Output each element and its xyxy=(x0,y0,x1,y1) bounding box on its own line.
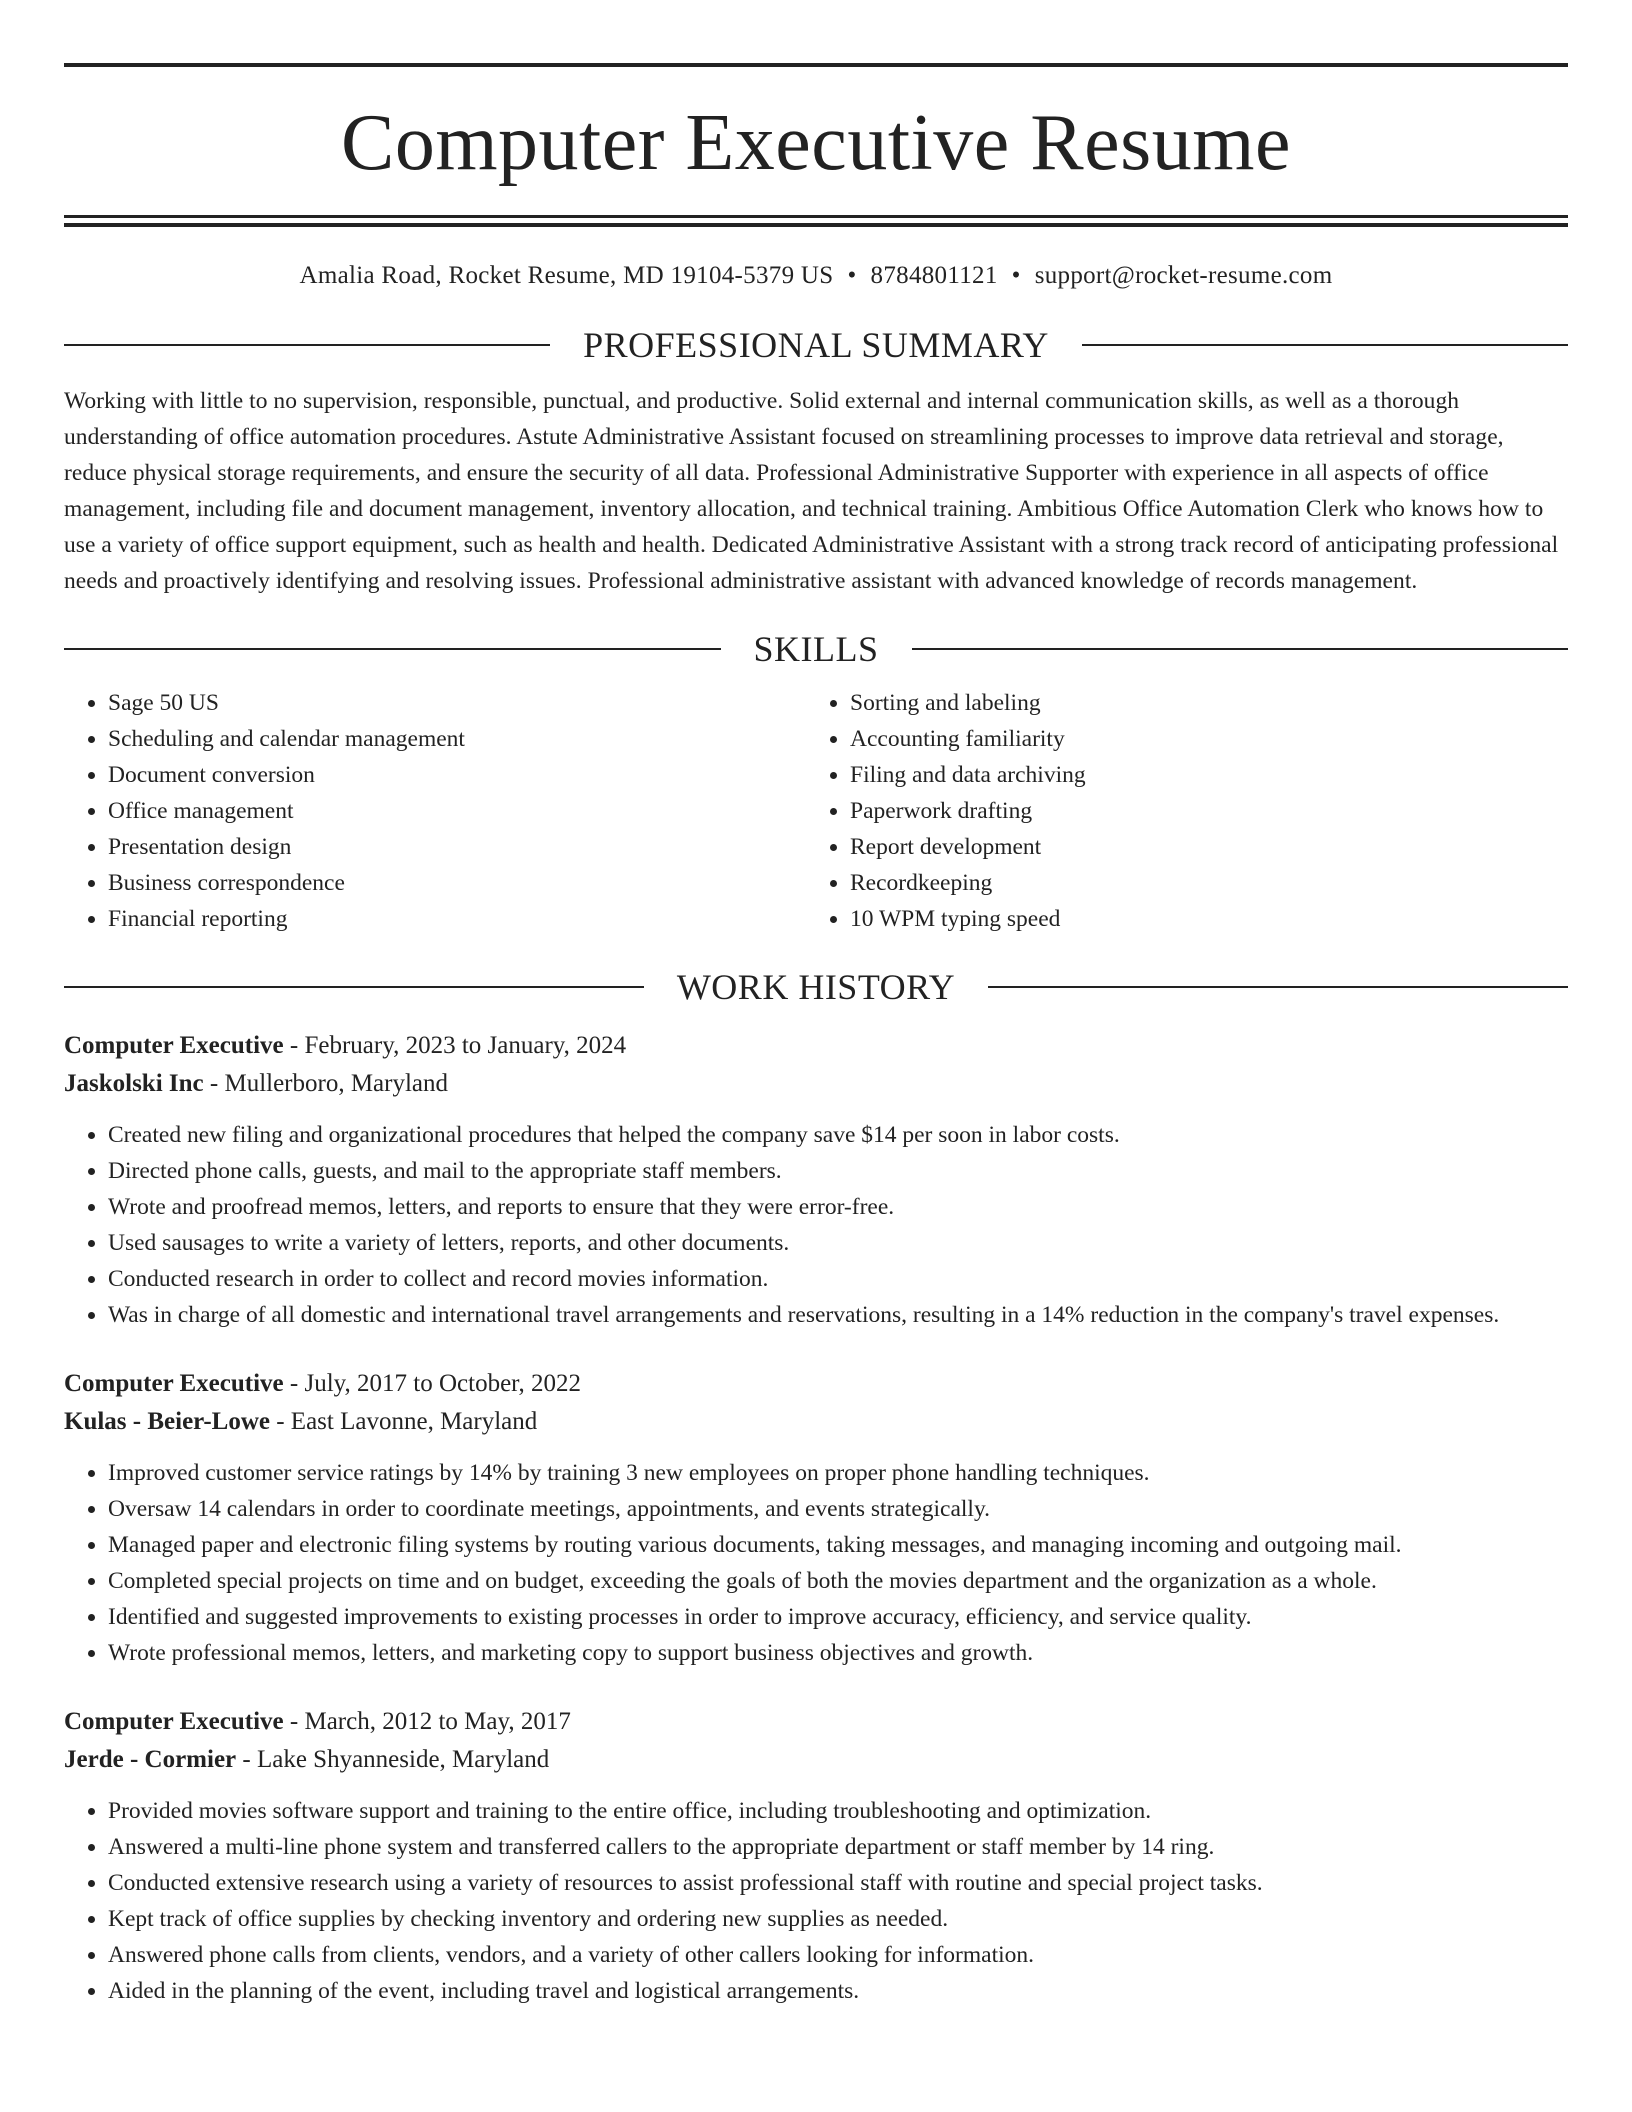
job-bullet: • Created new filing and organizational procedures that helped the company save $14 per soon in labor costs. xyxy=(108,1117,1568,1153)
resume-page xyxy=(64,0,1568,2009)
skill-item: • Recordkeeping xyxy=(850,865,1548,901)
job-bullet: • Provided movies software support and training to the entire office, including troubleshooting and optimization. xyxy=(108,1793,1568,1829)
skill-item: • Sorting and labeling xyxy=(850,685,1548,721)
job-bullet: • Used sausages to write a variety of letters, reports, and other documents. xyxy=(108,1225,1568,1261)
heading-rule-left xyxy=(64,986,644,988)
skill-item: • Report development xyxy=(850,829,1548,865)
skills-column-left xyxy=(64,685,806,937)
job-bullets xyxy=(64,1117,1568,1333)
job-location: - Mullerboro, Maryland xyxy=(203,1070,449,1097)
skills-column-right xyxy=(806,685,1548,937)
job-dates: - March, 2012 to May, 2017 xyxy=(283,1708,571,1735)
title-double-rule xyxy=(64,215,1568,227)
skill-item: • Scheduling and calendar management xyxy=(108,721,806,757)
job-title-line xyxy=(64,1703,1568,1741)
contact-separator: • xyxy=(847,262,857,289)
contact-email: support@rocket-resume.com xyxy=(1034,262,1333,289)
skill-item: • Office management xyxy=(108,793,806,829)
skills-heading: SKILLS xyxy=(753,629,879,669)
job-title: Computer Executive xyxy=(64,1708,284,1735)
job-location: - Lake Shyanneside, Maryland xyxy=(236,1746,550,1773)
job-bullet: • Aided in the planning of the event, including travel and logistical arrangements. xyxy=(108,1973,1568,2009)
resume-title: Computer Executive Resume xyxy=(340,99,1292,187)
top-rule xyxy=(64,63,1568,67)
heading-rule-left xyxy=(64,344,550,346)
contact-line xyxy=(64,261,1568,291)
skill-item: • Financial reporting xyxy=(108,901,806,937)
summary-heading: PROFESSIONAL SUMMARY xyxy=(583,325,1049,365)
skill-item: • Paperwork drafting xyxy=(850,793,1548,829)
job-company: Kulas - Beier-Lowe xyxy=(64,1408,270,1435)
skill-item: • 10 WPM typing speed xyxy=(850,901,1548,937)
job-company: Jaskolski Inc xyxy=(64,1070,204,1097)
heading-rule-right xyxy=(1082,344,1568,346)
work-heading-row xyxy=(64,967,1568,1007)
job-bullet: • Wrote and proofread memos, letters, and reports to ensure that they were error-free. xyxy=(108,1189,1568,1225)
work-heading: WORK HISTORY xyxy=(676,967,956,1007)
job-title: Computer Executive xyxy=(64,1370,284,1397)
job-title: Computer Executive xyxy=(64,1032,284,1059)
job-bullet: • Kept track of office supplies by checking inventory and ordering new supplies as needed. xyxy=(108,1901,1568,1937)
job-location: - East Lavonne, Maryland xyxy=(269,1408,538,1435)
skill-item: • Document conversion xyxy=(108,757,806,793)
job-bullet: • Identified and suggested improvements to existing processes in order to improve accuracy, efficiency, and service quality. xyxy=(108,1599,1568,1635)
skill-item: • Filing and data archiving xyxy=(850,757,1548,793)
job-bullet: • Improved customer service ratings by 14% by training 3 new employees on proper phone handling techniques. xyxy=(108,1455,1568,1491)
job-entry xyxy=(64,1027,1568,1333)
job-bullet: • Directed phone calls, guests, and mail to the appropriate staff members. xyxy=(108,1153,1568,1189)
job-bullet: • Conducted extensive research using a variety of resources to assist professional staff with routine and special project tasks. xyxy=(108,1865,1568,1901)
heading-rule-left xyxy=(64,648,721,650)
job-bullet: • Answered a multi-line phone system and transferred callers to the appropriate department or staff member by 14 ring. xyxy=(108,1829,1568,1865)
job-bullets xyxy=(64,1455,1568,1671)
job-bullets xyxy=(64,1793,1568,2009)
job-company-line xyxy=(64,1065,1568,1103)
job-title-line xyxy=(64,1365,1568,1403)
job-bullet: • Completed special projects on time and on budget, exceeding the goals of both the movies department and the organization as a whole. xyxy=(108,1563,1568,1599)
heading-rule-right xyxy=(988,986,1568,988)
skills-list xyxy=(64,685,1568,937)
job-dates: - February, 2023 to January, 2024 xyxy=(283,1032,627,1059)
contact-address: Amalia Road, Rocket Resume, MD 19104-5379 US xyxy=(299,262,834,289)
job-entry xyxy=(64,1703,1568,2009)
job-company: Jerde - Cormier xyxy=(64,1746,237,1773)
skill-item: • Sage 50 US xyxy=(108,685,806,721)
skills-heading-row xyxy=(64,629,1568,669)
job-bullet: • Oversaw 14 calendars in order to coordinate meetings, appointments, and events strategically. xyxy=(108,1491,1568,1527)
job-bullet: • Managed paper and electronic filing systems by routing various documents, taking messages, and managing incoming and outgoing mail. xyxy=(108,1527,1568,1563)
heading-rule-right xyxy=(912,648,1569,650)
job-bullet: • Conducted research in order to collect and record movies information. xyxy=(108,1261,1568,1297)
job-title-line xyxy=(64,1027,1568,1065)
contact-separator: • xyxy=(1011,262,1021,289)
job-bullet: • Was in charge of all domestic and international travel arrangements and reservations, resulting in a 14% reduction in the company's travel expenses. xyxy=(108,1297,1568,1333)
skill-item: • Business correspondence xyxy=(108,865,806,901)
skill-item: • Presentation design xyxy=(108,829,806,865)
job-company-line xyxy=(64,1741,1568,1779)
summary-heading-row xyxy=(64,325,1568,365)
contact-phone: 8784801121 xyxy=(870,262,998,289)
job-company-line xyxy=(64,1403,1568,1441)
job-bullet: • Answered phone calls from clients, vendors, and a variety of other callers looking for information. xyxy=(108,1937,1568,1973)
job-entry xyxy=(64,1365,1568,1671)
job-dates: - July, 2017 to October, 2022 xyxy=(283,1370,581,1397)
summary-text: Working with little to no supervision, responsible, punctual, and productive. Solid external and internal communication skills, as well as a thorough understanding of office automation procedures. Astute Administrative Assistant focused on streamlining processes to improve data retrieval and storage, reduce physical storage requirements, and ensure the security of all data. Professional Administrative Supporter with experience in all aspects of office management, including file and document management, inventory allocation, and technical training. Ambitious Office Automation Clerk who knows how to use a variety of office support equipment, such as health and health. Dedicated Administrative Assistant with a strong track record of anticipating professional needs and proactively identifying and resolving issues. Professional administrative assistant with advanced knowledge of records management. xyxy=(64,388,1559,594)
job-bullet: • Wrote professional memos, letters, and marketing copy to support business objectives and growth. xyxy=(108,1635,1568,1671)
skill-item: • Accounting familiarity xyxy=(850,721,1548,757)
